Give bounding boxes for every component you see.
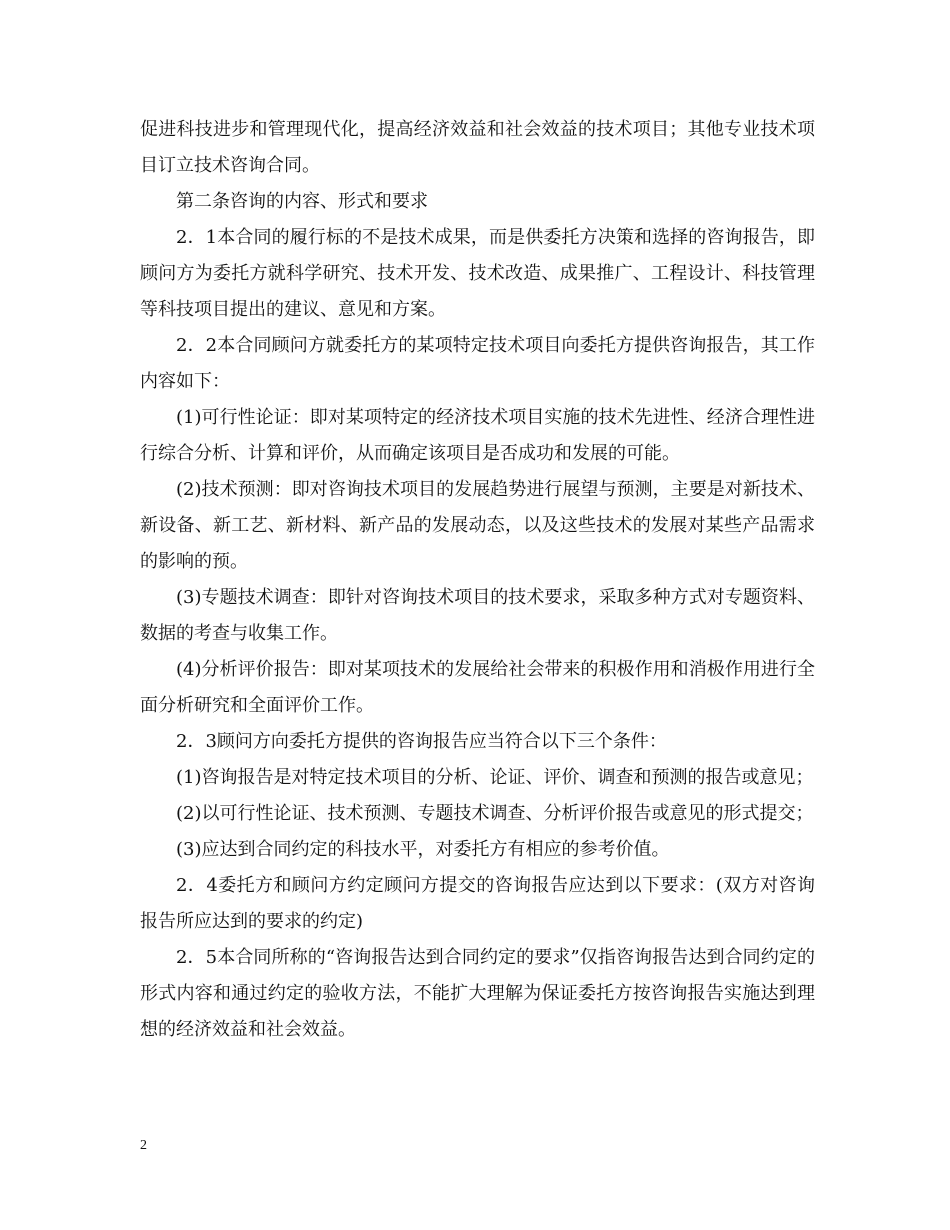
list-item-feasibility: (1)可行性论证：即对某项特定的经济技术项目实施的技术先进性、经济合理性进行综合分析、计算和评价，从而确定该项目是否成功和发展的可能。 [140,407,815,464]
document-body [140,112,815,1048]
section-heading-article-2: 第二条咨询的内容、形式和要求 [176,191,428,212]
list-item-evaluation: (4)分析评价报告：即对某项技术的发展给社会带来的积极作用和消极作用进行全面分析研究和全面评价工作。 [140,659,815,716]
paragraph-2-4: 2．4委托方和顾问方约定顾问方提交的咨询报告应达到以下要求：(双方对咨询报告所应达到的要求的约定) [140,875,815,932]
paragraph-2-1: 2．1本合同的履行标的不是技术成果，而是供委托方决策和选择的咨询报告，即顾问方为委托方就科学研究、技术开发、技术改造、成果推广、工程设计、科技管理等科技项目提出的建议、意见和方案。 [140,227,815,320]
page-number: 2 [140,1138,147,1153]
paragraph-1: 促进科技进步和管理现代化，提高经济效益和社会效益的技术项目；其他专业技术项目订立技术咨询合同。 [140,119,815,176]
list-item-survey: (3)专题技术调查：即针对咨询技术项目的技术要求，采取多种方式对专题资料、数据的考查与收集工作。 [140,587,815,644]
condition-item-2: (2)以可行性论证、技术预测、专题技术调查、分析评价报告或意见的形式提交； [176,803,814,824]
list-item-forecast: (2)技术预测：即对咨询技术项目的发展趋势进行展望与预测，主要是对新技术、新设备、新工艺、新材料、新产品的发展动态，以及这些技术的发展对某些产品需求的影响的预。 [140,479,815,572]
condition-item-1: (1)咨询报告是对特定技术项目的分析、论证、评价、调查和预测的报告或意见； [176,767,814,788]
paragraph-2-5: 2．5本合同所称的“咨询报告达到合同约定的要求”仅指咨询报告达到合同约定的形式内容和通过约定的验收方法，不能扩大理解为保证委托方按咨询报告实施达到理想的经济效益和社会效益。 [140,947,815,1040]
condition-item-3: (3)应达到合同约定的科技水平，对委托方有相应的参考价值。 [176,839,670,860]
paragraph-2-2: 2．2本合同顾问方就委托方的某项特定技术项目向委托方提供咨询报告，其工作内容如下： [140,335,815,392]
paragraph-2-3: 2．3顾问方向委托方提供的咨询报告应当符合以下三个条件： [176,731,667,752]
